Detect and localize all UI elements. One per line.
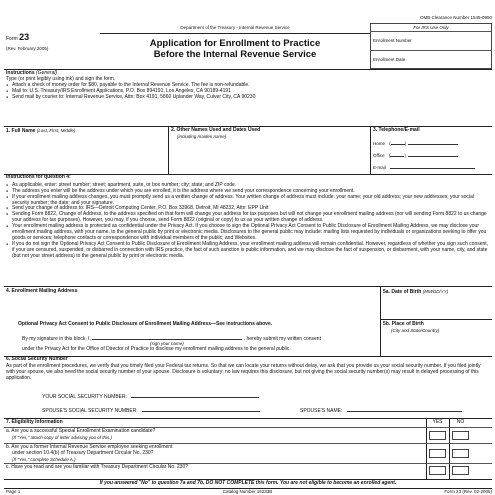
home-label: Home: [373, 141, 386, 146]
full-name-label: 1. Full Name: [6, 128, 36, 134]
form-title-line1: Application for Enrollment to Practice: [149, 38, 321, 49]
question-7b-sub: (If "Yes," complete Schedule A.): [12, 456, 76, 462]
consent-text-3: under the Privacy Act for the Office of Director of Practice to disclose my enrollment mailing address to the general public.: [22, 346, 291, 352]
privacy-consent-title: Optional Privacy Act Consent to Public Disclosure of Enrollment Mailing Address—See instructions above.: [18, 321, 273, 327]
footer-page: Page 1: [6, 489, 21, 494]
email-label: E-mail: [373, 165, 386, 170]
office-phone-row[interactable]: Office ( ): [373, 152, 458, 158]
no-column-header: NO: [456, 419, 465, 425]
dob-label: 5a. Date of Birth: [383, 289, 422, 295]
q4-bullet: ● As applicable, enter: street number; street; apartment, suite, or box number; city; state; and ZIP code.: [6, 183, 490, 189]
q4-bullet: ● The address you enter will be the address under which you are enrolled, it is the address where we send your correspondence concerning your enrollment.: [6, 189, 490, 195]
general-instructions-intro: Type (or print legibly using ink) and sign the form.: [6, 75, 116, 82]
ssn-section-label: 6. Social Security Number: [6, 356, 68, 362]
question-7b-no[interactable]: [452, 449, 469, 458]
q4-bullet: ● If your enrollment mailing address changes, you must promptly send us a written change of address. Your written change of address must include: your name; your old address; your new addresses; your social security number; the date; and your signature.: [6, 195, 490, 207]
general-instructions: [6, 71, 486, 100]
privacy-consent-signature-row: [22, 335, 378, 343]
email-row[interactable]: [373, 164, 475, 170]
sign-name-hint: (sign your name): [150, 341, 184, 346]
eligibility-label: 7. Eligibility Information: [6, 419, 63, 425]
q4-instructions: [6, 175, 490, 259]
spouse-ssn-row: [42, 407, 260, 415]
question-7a-sub: (If "Yes," attach copy of letter advising you of this.): [12, 434, 112, 440]
enrollment-number-label: Enrollment Number: [373, 38, 412, 43]
dob-field[interactable]: [383, 289, 491, 319]
full-name-field[interactable]: [6, 128, 166, 172]
general-bullet: ● Mail to: U.S. Treasury/IRS Enrollment Applications, P.O. Box 894191, Los Angeles, CA 90189-4191: [6, 89, 486, 95]
general-bullet: ● Attach a check of money order for $80, payable to the Internal Revenue Service. The fee is non-refundable.: [6, 83, 486, 89]
general-bullet: ● Send mail by courier to: Internal Revenue Service, Attn: Box 4191, 5860 Uplander Way, Culver City, CA 90230: [6, 95, 486, 101]
mailing-address-label: 4. Enrollment Mailing Address: [6, 288, 78, 294]
other-names-sub: (including maiden name): [177, 133, 227, 139]
other-names-field[interactable]: [171, 128, 367, 172]
eligibility-warning: [4, 481, 492, 487]
form-number: 23: [19, 32, 30, 42]
ssn-section-text: As part of the enrollment procedures, we verify that you timely filed your Federal tax returns. So that we can locate your returns without delay, we ask that you provide us your social security number. If you filed jointly with your spouse, we also need the social security number of your spouse. Disclosure is voluntary; no law requires this disclosure, but not giving the social security number(s) may result in delayed processing of this application.: [6, 363, 481, 381]
spouse-ssn-label: SPOUSE'S SOCIAL SECURITY NUMBER:: [42, 408, 138, 414]
spouse-name-input[interactable]: [347, 407, 462, 412]
question-7a-no[interactable]: [452, 431, 469, 440]
consent-text-1: By my signature in this block, I,: [22, 336, 91, 342]
q4-bullet: ● Send your change of address to: IRS—Detroit Computing Center, P.O. Box 33968, Detroit, MI 48232, Attn: EPP Unit: [6, 206, 490, 212]
irs-use-only-label: For IRS Use Only: [413, 25, 449, 30]
spouse-ssn-input[interactable]: [142, 407, 260, 412]
question-7b-yes[interactable]: [429, 449, 446, 458]
question-7c-yes[interactable]: [429, 466, 446, 475]
footer-form-rev: Form 23 (Rev. 02-2005): [444, 489, 492, 494]
question-7a: [6, 429, 416, 440]
general-instructions-heading: Instructions: [6, 70, 35, 76]
pob-label: 5b. Place of Birth: [383, 321, 424, 327]
other-names-label: 2. Other Names Used and Dates Used: [171, 127, 261, 133]
yes-column-header: YES: [432, 419, 443, 425]
question-7a-text: a. Are you a successful Special Enrollment Examination candidate?: [6, 428, 156, 434]
question-7b: [6, 445, 416, 462]
warning-text-2: this form. You are not eligible to become an enrolled agent.: [255, 480, 397, 486]
question-7b-text-1: b. Are you a former Internal Revenue Service employee seeking enrollment: [6, 444, 173, 450]
warning-text-1: If you answered "No" to question 7a and 7b, DO NOT COMPLETE: [99, 480, 255, 486]
pob-sub: (City and State/Country): [391, 327, 440, 333]
your-ssn-label: YOUR SOCIAL SECURITY NUMBER:: [42, 394, 128, 400]
consent-signature-line[interactable]: [92, 335, 242, 340]
q4-bullet: ● If you do not sign the Optional Privacy Act Consent to Public Disclosure of Enrollment Mailing Address, your enrollment mailing address will remain confidential. However, regardless of whether you sign such consent, if your are censured, suspended, or disbarred in connection with IRS practice, the fact of such sanction is public information, and we may disclose the fact of suspension, or disbarment, with your name, city, and state (but not your street address) to the general public by print or electronic media.: [6, 242, 490, 260]
general-instructions-sub: (General): [36, 70, 58, 76]
telephone-label: 3. Telephone/E-mail: [373, 127, 420, 133]
form-number-block: [6, 32, 29, 43]
question-7b-text-2: under section 10.4(b) of Treasury Department Circular No. 230?: [12, 449, 154, 456]
your-ssn-input[interactable]: [131, 393, 259, 398]
question-7a-yes[interactable]: [429, 431, 446, 440]
question-7c-no[interactable]: [452, 466, 469, 475]
pob-field[interactable]: [383, 322, 491, 354]
dob-sub: (MM/DD/YY): [422, 289, 449, 294]
form-title-line2: Before the Internal Revenue Service: [153, 49, 317, 60]
full-name-sub: (Last, First, Middle): [36, 128, 76, 133]
q4-bullet: ● Your enrollment mailing address is protected as confidential under the Privacy Act. If you choose to sign the Optional Privacy Act Consent to Public Disclosure of Enrollment Mailing Address, we may disclose your enrollment mailing address, with your name, to the general public by print or electronic media. Disclosures to the general public may include: mailing lists requested by individuals or organizations seeking to offer you goods or services; telephone contacts or correspondence with individual members of the public; and Websites.: [6, 224, 490, 242]
footer-catalog: Catalog Number 16233B: [222, 489, 273, 494]
office-label: Office: [373, 153, 385, 158]
mailing-address-field[interactable]: [6, 296, 376, 316]
your-ssn-row: [42, 393, 259, 401]
spouse-name-row: [300, 407, 462, 415]
q4-bullet: ● Sending Form 8822, Change of Address, to the address specified on that form will change your address for tax purposes but will not change your enrollment mailing address (nor will sending Form 8822 to us change your address for tax purposes). However, you may, if you choose, send Form 8822 (original or copy) to us as your written change of address.: [6, 212, 490, 224]
home-phone-row[interactable]: Home ( ): [373, 140, 458, 146]
form-revision: (Rev. February 2005): [6, 46, 49, 51]
spouse-name-label: SPOUSE'S NAME:: [300, 408, 343, 414]
form-label: Form: [6, 36, 18, 42]
omb-number: OMB Clearance Number 1545-0950: [419, 15, 492, 20]
q4-instructions-heading: Instructions for question 4:: [6, 174, 71, 180]
question-7c-text: c. Have you read and are you familiar with Treasury Department Circular No. 230?: [6, 464, 189, 470]
department-line: Department of the Treasury - Internal Revenue Service: [180, 25, 290, 30]
enrollment-date-label: Enrollment Date: [373, 57, 406, 62]
consent-text-2: , hereby submit my written consent: [243, 336, 321, 342]
